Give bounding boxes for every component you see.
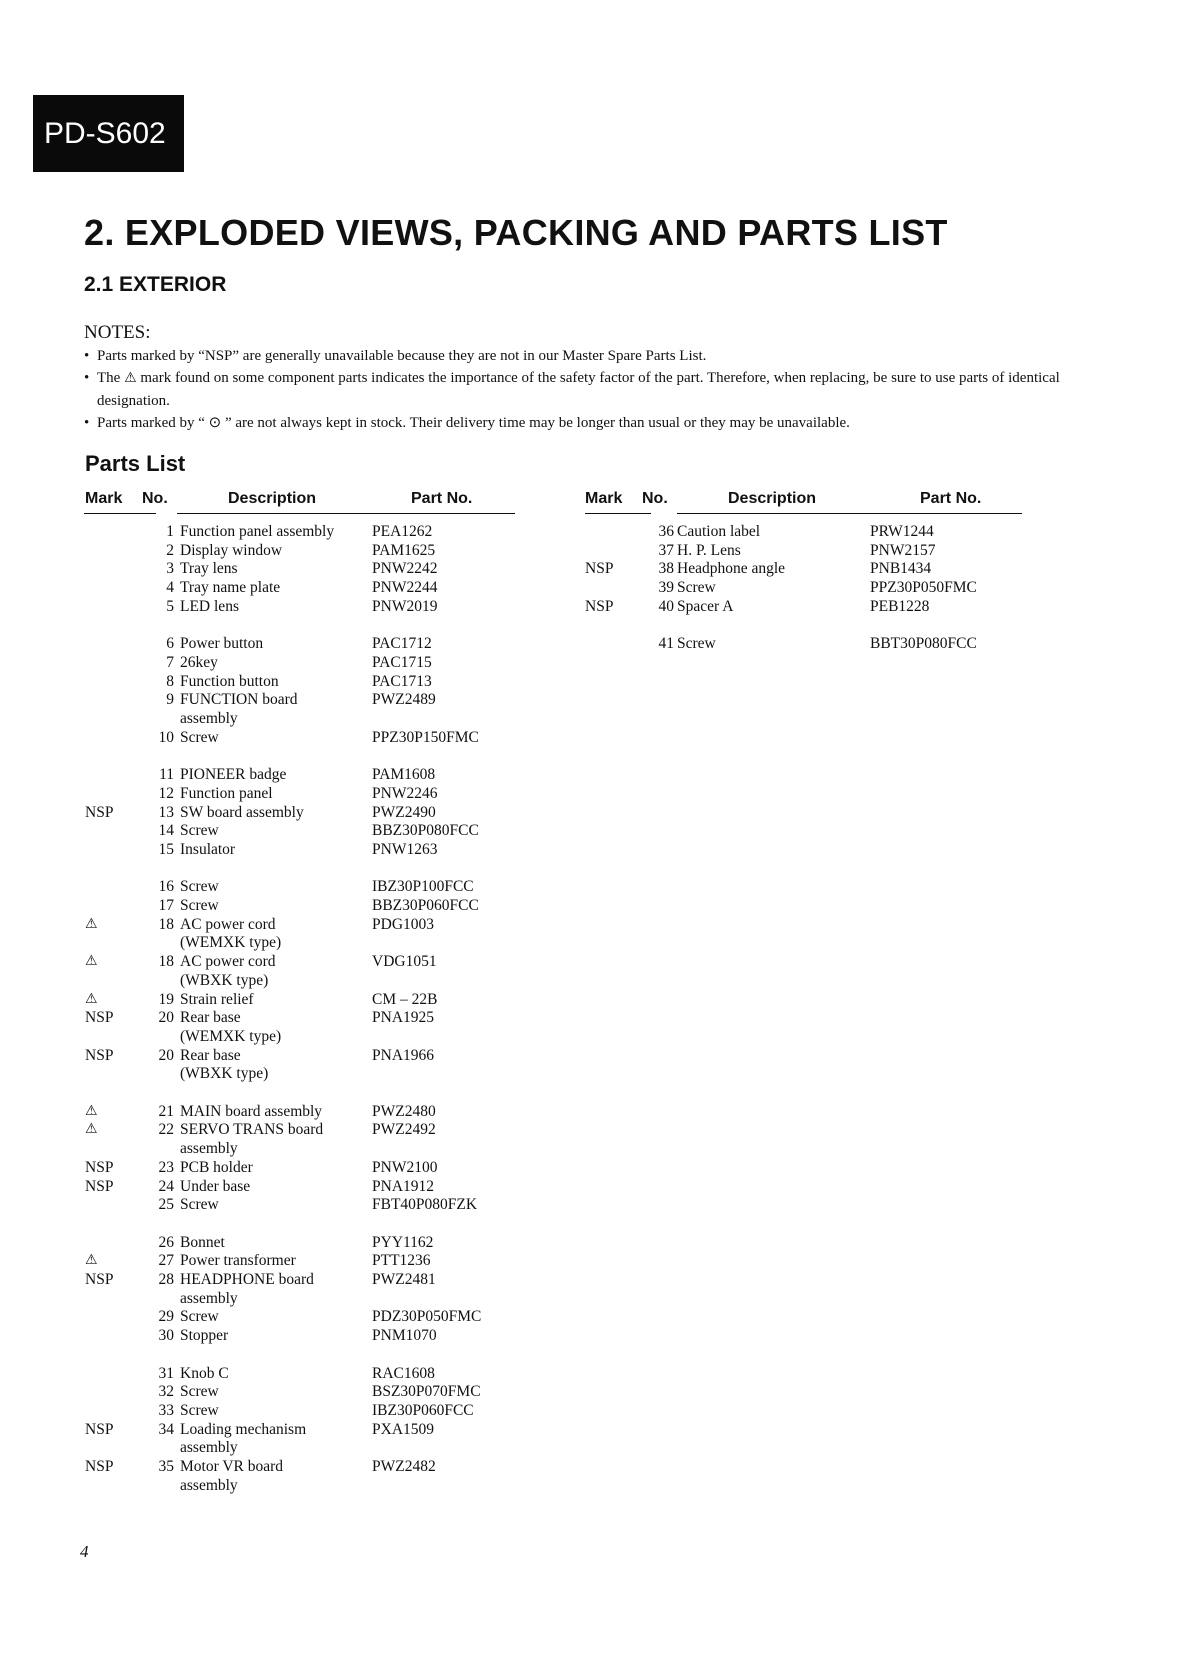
number-cell: 23 <box>158 1158 174 1176</box>
description-cell: Bonnet <box>180 1233 225 1251</box>
description-cell: Loading mechanism <box>180 1420 307 1438</box>
description-cell: Screw <box>180 1383 219 1401</box>
description-cell: (WBXK type) <box>180 1065 269 1083</box>
number-cell: 17 <box>158 897 174 914</box>
description-cell: (WEMXK type) <box>180 1027 282 1045</box>
table-row <box>84 877 524 896</box>
mark-cell: NSP <box>85 1046 114 1064</box>
header-part-no: Part No. <box>411 490 473 507</box>
number-cell: 31 <box>158 1364 174 1382</box>
number-cell: 37 <box>658 541 674 559</box>
warning-triangle-icon: ⚠ <box>85 991 98 1007</box>
table-row <box>585 559 1035 578</box>
warning-triangle-icon: ⚠ <box>85 954 98 970</box>
table-row <box>84 1102 524 1121</box>
description-cell: Function panel assembly <box>180 523 335 540</box>
description-cell: Screw <box>180 897 219 914</box>
description-cell: Screw <box>180 822 219 840</box>
note-item <box>84 345 1084 367</box>
description-cell: Stopper <box>180 1327 229 1345</box>
number-cell: 11 <box>159 766 174 784</box>
number-cell: 33 <box>158 1401 174 1419</box>
description-cell: Tray lens <box>180 560 238 578</box>
header-part-no: Part No. <box>920 490 982 507</box>
table-row <box>84 1289 524 1308</box>
table-row <box>84 803 524 822</box>
description-cell: Screw <box>180 728 219 746</box>
part-number-cell: PWZ2489 <box>372 691 436 709</box>
description-cell: Display window <box>180 541 283 559</box>
part-number-cell: PXA1509 <box>372 1420 435 1438</box>
number-cell: 39 <box>658 579 674 597</box>
part-number-cell: PNB1434 <box>870 560 932 578</box>
description-cell: Under base <box>180 1177 251 1195</box>
description-cell: assembly <box>180 1140 238 1158</box>
table-row <box>84 1064 524 1083</box>
note-text: Parts marked by “ ⊙ ” are not always kept in stock. Their delivery time may be longer than usual or they may be unavailable. <box>97 415 850 431</box>
table-row <box>84 690 524 709</box>
note-item <box>84 367 1084 412</box>
table-row <box>84 1120 524 1139</box>
number-cell: 32 <box>158 1383 174 1401</box>
table-row <box>84 933 524 952</box>
description-cell: (WBXK type) <box>180 971 269 989</box>
part-number-cell: PAM1625 <box>372 541 436 559</box>
table-row <box>84 952 524 971</box>
header-description: Description <box>728 490 817 507</box>
number-cell: 18 <box>158 953 174 971</box>
description-cell: Function button <box>180 672 279 690</box>
table-row <box>84 1382 524 1401</box>
number-cell: 20 <box>158 1009 174 1027</box>
parts-list-heading: Parts List <box>85 451 186 476</box>
description-cell: Screw <box>180 1196 219 1214</box>
part-number-cell: PAC1713 <box>372 672 432 690</box>
table-row <box>585 597 1035 616</box>
description-cell: HEADPHONE board <box>180 1271 314 1288</box>
part-number-cell: PPZ30P050FMC <box>870 579 977 597</box>
number-cell: 21 <box>158 1102 174 1120</box>
part-number-cell: PNM1070 <box>372 1327 437 1345</box>
number-cell: 4 <box>166 579 174 597</box>
number-cell: 19 <box>158 990 174 1008</box>
description-cell: assembly <box>180 1439 238 1457</box>
table-row <box>585 541 1035 560</box>
description-cell: Function panel <box>180 784 273 802</box>
table-row <box>84 1401 524 1420</box>
warning-triangle-icon: ⚠ <box>85 1253 98 1269</box>
description-cell: Insulator <box>180 840 236 858</box>
header-no: No. <box>142 490 168 507</box>
part-number-cell: PWZ2480 <box>372 1102 436 1120</box>
number-cell: 9 <box>166 691 174 709</box>
table-row <box>84 840 524 859</box>
table-row <box>84 1364 524 1383</box>
description-cell: Screw <box>677 635 716 653</box>
number-cell: 38 <box>658 560 674 578</box>
description-cell: AC power cord <box>180 953 276 971</box>
description-cell: Screw <box>677 579 716 597</box>
header-description: Description <box>228 490 317 507</box>
table-row <box>84 1233 524 1252</box>
header-rule <box>677 513 1022 514</box>
number-cell: 5 <box>166 597 174 615</box>
description-cell: Rear base <box>180 1046 241 1064</box>
table-row <box>84 1195 524 1214</box>
number-cell: 10 <box>158 728 174 746</box>
table-row <box>84 1326 524 1345</box>
table-row <box>84 541 524 560</box>
number-cell: 14 <box>158 822 174 840</box>
number-cell: 34 <box>158 1420 174 1438</box>
description-cell: H. P. Lens <box>677 541 741 559</box>
right-column-headers <box>585 490 1015 512</box>
table-row <box>84 1476 524 1495</box>
table-row <box>84 653 524 672</box>
table-row <box>84 990 524 1009</box>
table-row <box>84 522 524 541</box>
number-cell: 16 <box>158 878 174 896</box>
part-number-cell: PWZ2492 <box>372 1121 436 1139</box>
number-cell: 3 <box>166 560 174 578</box>
description-cell: AC power cord <box>180 915 276 933</box>
table-row <box>84 765 524 784</box>
header-rule <box>177 513 515 514</box>
description-cell: PCB holder <box>180 1158 253 1176</box>
header-no: No. <box>642 490 668 507</box>
description-cell: SW board assembly <box>180 803 304 821</box>
part-number-cell: PWZ2490 <box>372 803 436 821</box>
page-number: 4 <box>80 1542 89 1561</box>
part-number-cell: PNA1925 <box>372 1009 435 1027</box>
parts-table-right <box>585 522 1035 722</box>
description-cell: Screw <box>180 1308 219 1326</box>
part-number-cell: PNA1966 <box>372 1046 435 1064</box>
part-number-cell: VDG1051 <box>372 953 437 971</box>
table-row <box>84 1270 524 1289</box>
part-number-cell: PAC1712 <box>372 635 432 653</box>
part-number-cell: PRW1244 <box>870 523 934 540</box>
note-item <box>84 412 1084 434</box>
number-cell: 2 <box>166 541 174 559</box>
description-cell: assembly <box>180 710 238 727</box>
number-cell: 36 <box>658 523 674 540</box>
part-number-cell: PDG1003 <box>372 915 435 933</box>
table-row <box>84 1046 524 1065</box>
number-cell: 18 <box>158 915 174 933</box>
number-cell: 41 <box>658 635 674 653</box>
table-row <box>585 578 1035 597</box>
mark-cell: NSP <box>85 1177 114 1195</box>
description-cell: Caution label <box>677 523 761 540</box>
model-badge <box>33 95 184 172</box>
part-number-cell: PYY1162 <box>372 1233 434 1251</box>
part-number-cell: RAC1608 <box>372 1364 435 1382</box>
header-mark: Mark <box>585 490 623 507</box>
table-row <box>84 1307 524 1326</box>
description-cell: SERVO TRANS board <box>180 1121 324 1139</box>
table-row <box>84 1158 524 1177</box>
description-cell: PIONEER badge <box>180 766 287 784</box>
part-number-cell: PNW2157 <box>870 541 936 559</box>
number-cell: 15 <box>158 840 174 858</box>
part-number-cell: PEB1228 <box>870 597 930 615</box>
part-number-cell: PNW2242 <box>372 560 438 578</box>
mark-cell: NSP <box>585 597 614 615</box>
parts-table-left <box>84 522 524 1494</box>
part-number-cell: PNW2246 <box>372 784 438 802</box>
table-row <box>84 728 524 747</box>
part-number-cell: BBZ30P060FCC <box>372 897 479 914</box>
note-prefix: The <box>97 370 125 386</box>
table-row <box>84 1457 524 1476</box>
part-number-cell: BBT30P080FCC <box>870 635 977 653</box>
number-cell: 30 <box>158 1327 174 1345</box>
mark-cell: NSP <box>85 1271 114 1288</box>
description-cell: MAIN board assembly <box>180 1102 323 1120</box>
table-row <box>84 1420 524 1439</box>
notes-heading: NOTES: <box>84 322 151 343</box>
description-cell: Rear base <box>180 1009 241 1027</box>
mark-cell: NSP <box>85 1158 114 1176</box>
number-cell: 24 <box>158 1177 174 1195</box>
table-row <box>84 634 524 653</box>
number-cell: 28 <box>158 1271 174 1288</box>
number-cell: 8 <box>166 672 174 690</box>
part-number-cell: PNA1912 <box>372 1177 435 1195</box>
number-cell: 1 <box>166 523 174 540</box>
table-row <box>84 1027 524 1046</box>
part-number-cell: FBT40P080FZK <box>372 1196 478 1214</box>
number-cell: 20 <box>158 1046 174 1064</box>
part-number-cell: PDZ30P050FMC <box>372 1308 482 1326</box>
number-cell: 13 <box>158 803 174 821</box>
part-number-cell: IBZ30P100FCC <box>372 878 474 896</box>
part-number-cell: PAM1608 <box>372 766 436 784</box>
table-row <box>84 597 524 616</box>
description-cell: Headphone angle <box>677 560 786 578</box>
header-rule <box>84 513 156 514</box>
table-row <box>84 709 524 728</box>
description-cell: (WEMXK type) <box>180 934 282 952</box>
table-row <box>84 578 524 597</box>
model-name: PD-S602 <box>44 116 166 150</box>
table-row <box>84 1177 524 1196</box>
number-cell: 12 <box>158 784 174 802</box>
note-text: mark found on some component parts indicates the importance of the safety factor of the part. Therefore, when replacing, be sure to use parts of identical designation. <box>97 370 1060 409</box>
number-cell: 22 <box>158 1121 174 1139</box>
description-cell: Spacer A <box>677 597 734 615</box>
header-rule <box>585 513 651 514</box>
table-row <box>84 1251 524 1270</box>
table-row <box>585 522 1035 541</box>
description-cell: assembly <box>180 1476 238 1494</box>
number-cell: 35 <box>158 1458 174 1475</box>
description-cell: Motor VR board <box>180 1458 284 1475</box>
table-row <box>84 672 524 691</box>
part-number-cell: PNW2019 <box>372 597 438 615</box>
notes-list <box>84 345 1084 434</box>
part-number-cell: BSZ30P070FMC <box>372 1383 481 1401</box>
warning-triangle-icon: ⚠ <box>85 916 98 932</box>
part-number-cell: IBZ30P060FCC <box>372 1401 474 1419</box>
table-row <box>84 559 524 578</box>
mark-cell: NSP <box>585 560 614 578</box>
description-cell: Knob C <box>180 1364 229 1382</box>
description-cell: Screw <box>180 878 219 896</box>
number-cell: 25 <box>158 1196 174 1214</box>
table-row <box>84 821 524 840</box>
table-row <box>84 784 524 803</box>
mark-cell: NSP <box>85 1420 114 1438</box>
description-cell: FUNCTION board <box>180 691 298 709</box>
number-cell: 6 <box>166 635 174 653</box>
description-cell: 26key <box>180 653 218 671</box>
table-row <box>585 634 1035 653</box>
number-cell: 27 <box>158 1252 174 1270</box>
number-cell: 26 <box>158 1233 174 1251</box>
page-title: 2. EXPLODED VIEWS, PACKING AND PARTS LIST <box>84 212 948 253</box>
table-row <box>84 1008 524 1027</box>
mark-cell: NSP <box>85 1458 114 1475</box>
warning-triangle-icon: ⚠ <box>85 1103 98 1119</box>
table-row <box>84 915 524 934</box>
part-number-cell: PAC1715 <box>372 653 432 671</box>
table-row <box>84 971 524 990</box>
description-cell: LED lens <box>180 597 239 615</box>
number-cell: 7 <box>166 653 174 671</box>
warning-triangle-icon: ⚠ <box>124 371 137 386</box>
table-row <box>84 1139 524 1158</box>
table-row <box>84 1438 524 1457</box>
note-text: Parts marked by “NSP” are generally unavailable because they are not in our Master Spare Parts List. <box>97 348 707 364</box>
warning-triangle-icon: ⚠ <box>85 1122 98 1138</box>
part-number-cell: BBZ30P080FCC <box>372 822 479 840</box>
part-number-cell: PEA1262 <box>372 523 433 540</box>
description-cell: Power transformer <box>180 1252 296 1270</box>
part-number-cell: PPZ30P150FMC <box>372 728 479 746</box>
description-cell: Power button <box>180 635 264 653</box>
section-title: 2.1 EXTERIOR <box>84 273 227 296</box>
part-number-cell: PNW2244 <box>372 579 438 597</box>
number-cell: 40 <box>658 597 674 615</box>
mark-cell: NSP <box>85 803 114 821</box>
description-cell: Tray name plate <box>180 579 281 597</box>
table-row <box>84 896 524 915</box>
part-number-cell: PNW2100 <box>372 1158 438 1176</box>
number-cell: 29 <box>158 1308 174 1326</box>
part-number-cell: PTT1236 <box>372 1252 431 1270</box>
part-number-cell: PWZ2482 <box>372 1458 436 1475</box>
left-column-headers <box>84 490 510 512</box>
description-cell: Screw <box>180 1401 219 1419</box>
description-cell: assembly <box>180 1289 238 1307</box>
description-cell: Strain relief <box>180 990 254 1008</box>
mark-cell: NSP <box>85 1009 114 1027</box>
part-number-cell: PNW1263 <box>372 840 438 858</box>
part-number-cell: PWZ2481 <box>372 1271 436 1288</box>
header-mark: Mark <box>85 490 123 507</box>
part-number-cell: CM – 22B <box>372 990 438 1008</box>
